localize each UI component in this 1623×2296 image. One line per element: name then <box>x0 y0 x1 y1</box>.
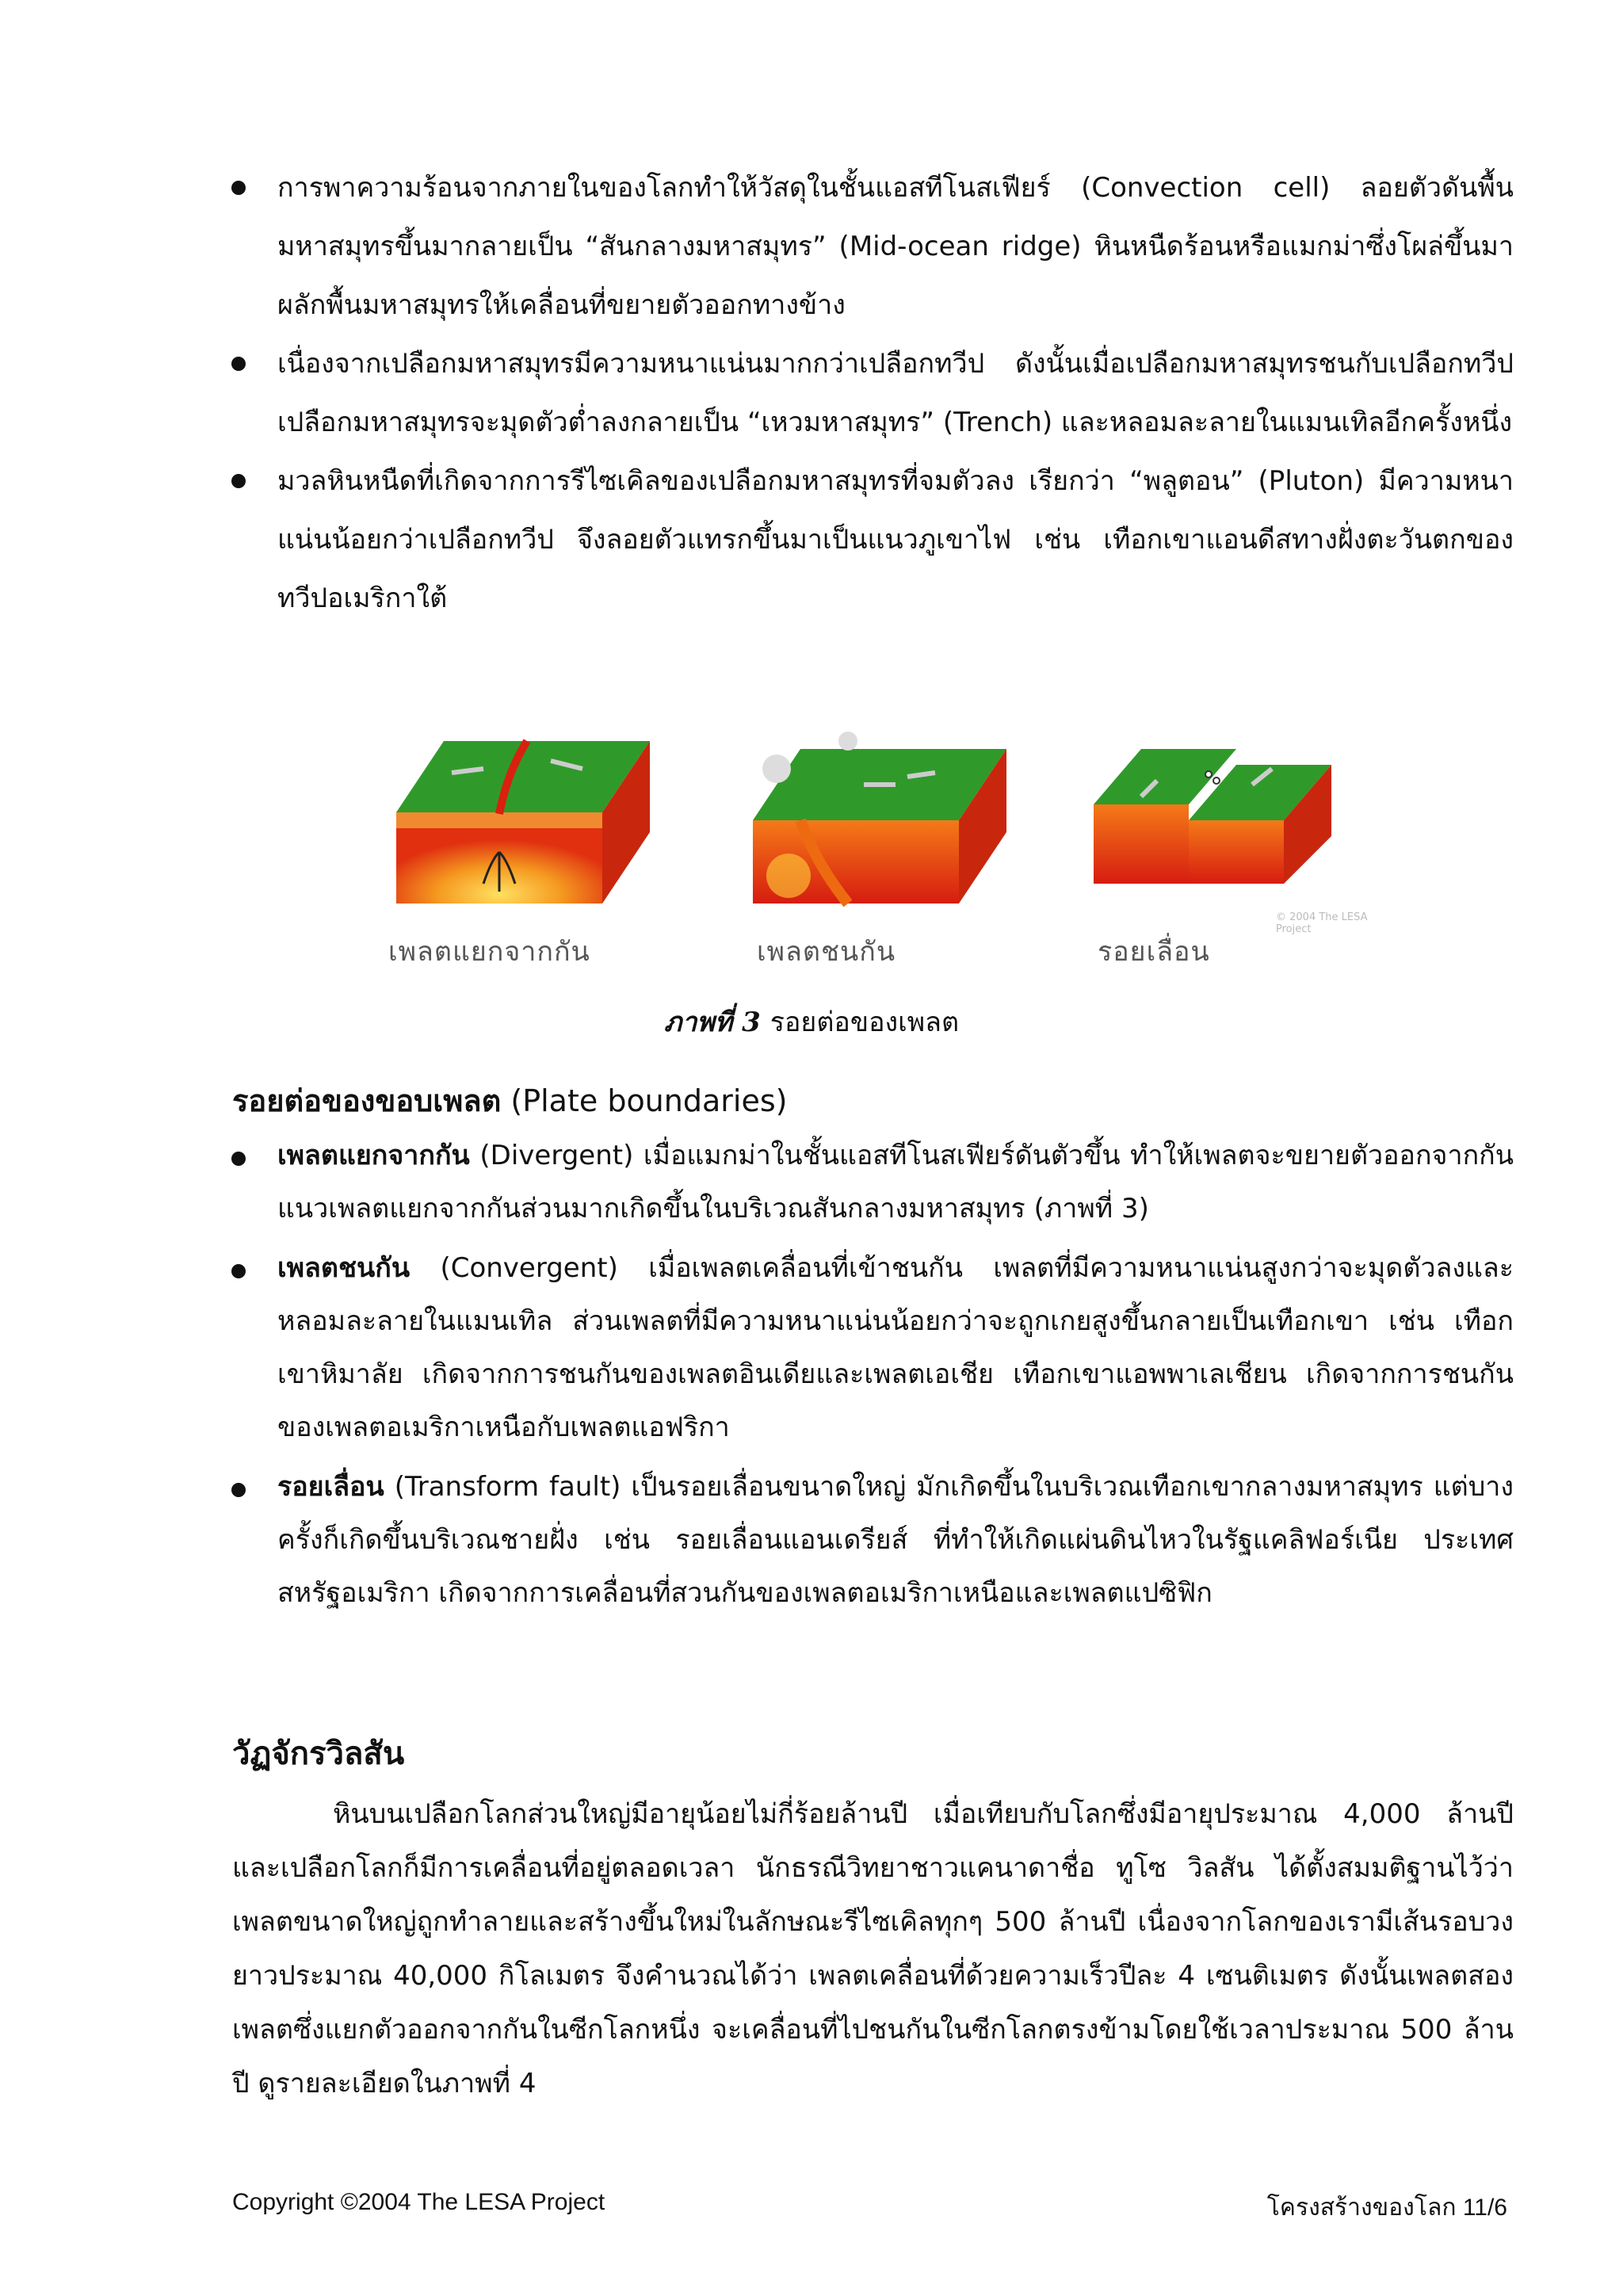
caption-text: รอยต่อของเพลต <box>769 1007 960 1038</box>
section-heading-wilson-cycle: วัฏจักรวิลสัน <box>232 1736 405 1772</box>
label-transform: รอยเลื่อน <box>1098 936 1210 968</box>
bullet-list-boundaries <box>277 1129 1514 1620</box>
heading-thai: รอยต่อของขอบเพลต <box>232 1083 502 1118</box>
list-item: การพาความร้อนจากภายในของโลกทำให้วัสดุในชั้นแอสทีโนสเฟียร์ (Convection cell) ลอยตัวดันพื้นมหาสมุทรขึ้นมากลายเป็น “สันกลางมหาสมุทร” (Mid-ocean ridge) หินหนืดร้อนหรือแมกม่าซึ่งโผล่ขึ้นมาผลักพื้นมหาสมุทรให้เคลื่อนที่ขยายตัวออกทางข้าง <box>277 159 1514 334</box>
plate-diagrams-image <box>380 725 1379 915</box>
list-item: มวลหินหนืดที่เกิดจากการรีไซเคิลของเปลือกมหาสมุทรที่จมตัวลง เรียกว่า “พลูตอน” (Pluton) มีความหนาแน่นน้อยกว่าเปลือกทวีป จึงลอยตัวแทรกขึ้นมาเป็นแนวภูเขาไฟ เช่น เทือกเขาแอนดีสทางฝั่งตะวันตกของทวีปอเมริกาใต้ <box>277 452 1514 628</box>
label-divergent: เพลตแยกจากกัน <box>388 936 590 968</box>
transform-fault-diagram <box>1094 749 1331 884</box>
definition: (Transform fault) เป็นรอยเลื่อนขนาดใหญ่ มักเกิดขึ้นในบริเวณเทือกเขากลางมหาสมุทร แต่บางครั้งก็เกิดขึ้นบริเวณชายฝั่ง เช่น รอยเลื่อนแอนเดรียส์ ที่ทำให้เกิดแผ่นดินไหวในรัฐแคลิฟอร์เนีย ประเทศสหรัฐอเมริกา เกิดจากการเคลื่อนที่สวนกันของเพลตอเมริกาเหนือและเพลตแปซิฟิก <box>277 1471 1514 1609</box>
section-heading-plate-boundaries <box>232 1076 787 1125</box>
plate-boundaries-figure <box>380 725 1379 987</box>
label-convergent: เพลตชนกัน <box>757 936 896 968</box>
term: เพลตแยกจากกัน <box>277 1140 470 1171</box>
footer-copyright: Copyright ©2004 The LESA Project <box>232 2189 605 2215</box>
heading-english: (Plate boundaries) <box>510 1083 788 1118</box>
divergent-diagram <box>396 741 650 904</box>
list-item <box>277 1242 1514 1454</box>
definition: (Convergent) เมื่อเพลตเคลื่อนที่เข้าชนกัน เพลตที่มีความหนาแน่นสูงกว่าจะมุดตัวลงและหลอมละลายในแมนเทิล ส่วนเพลตที่มีความหนาแน่นน้อยกว่าจะถูกเกยสูงขึ้นกลายเป็นเทือกเขา เช่น เทือกเขาหิมาลัย เกิดจากการชนกันของเพลตอินเดียและเพลตเอเชีย เทือกเขาแอพพาเลเชียน เกิดจากการชนกันของเพลตอเมริกาเหนือกับเพลตแอฟริกา <box>277 1252 1514 1443</box>
list-item <box>277 1129 1514 1236</box>
figure-caption <box>0 1000 1623 1043</box>
image-credit: © 2004 The LESA Project <box>1276 911 1368 935</box>
caption-number: ภาพที่ 3 <box>663 1007 761 1038</box>
body-paragraph: หินบนเปลือกโลกส่วนใหญ่มีอายุน้อยไม่กี่ร้อยล้านปี เมื่อเทียบกับโลกซึ่งมีอายุประมาณ 4,000 ล้านปี และเปลือกโลกก็มีการเคลื่อนที่อยู่ตลอดเวลา นักธรณีวิทยาชาวแคนาดาชื่อ ทูโซ วิลสัน ได้ตั้งสมมติฐานไว้ว่า เพลตขนาดใหญ่ถูกทำลายและสร้างขึ้นใหม่ในลักษณะรีไซเคิลทุกๆ 500 ล้านปี เนื่องจากโลกของเรามีเส้นรอบวงยาวประมาณ 40,000 กิโลเมตร จึงคำนวณได้ว่า เพลตเคลื่อนที่ด้วยความเร็วปีละ 4 เซนติเมตร ดังนั้นเพลตสองเพลตซึ่งแยกตัวออกจากกันในซีกโลกหนึ่ง จะเคลื่อนที่ไปชนกันในซีกโลกตรงข้ามโดยใช้เวลาประมาณ 500 ล้านปี ดูรายละเอียดในภาพที่ 4 <box>232 1798 1514 2099</box>
term: รอยเลื่อน <box>277 1471 384 1503</box>
footer-page-info: โครงสร้างของโลก 11/6 <box>1266 2195 1507 2221</box>
list-item <box>277 1461 1514 1620</box>
convergent-diagram <box>753 732 1006 904</box>
term: เพลตชนกัน <box>277 1252 411 1284</box>
bullet-list-top <box>277 159 1514 628</box>
definition: (Divergent) เมื่อแมกม่าในชั้นแอสทีโนสเฟียร์ดันตัวขึ้น ทำให้เพลตจะขยายตัวออกจากกัน แนวเพลตแยกจากกันส่วนมากเกิดขึ้นในบริเวณสันกลางมหาสมุทร (ภาพที่ 3) <box>277 1140 1514 1224</box>
list-item: เนื่องจากเปลือกมหาสมุทรมีความหนาแน่นมากกว่าเปลือกทวีป ดังนั้นเมื่อเปลือกมหาสมุทรชนกับเปลือกทวีป เปลือกมหาสมุทรจะมุดตัวต่ำลงกลายเป็น “เหวมหาสมุทร” (Trench) และหลอมละลายในแมนเทิลอีกครั้งหนึ่ง <box>277 334 1514 452</box>
